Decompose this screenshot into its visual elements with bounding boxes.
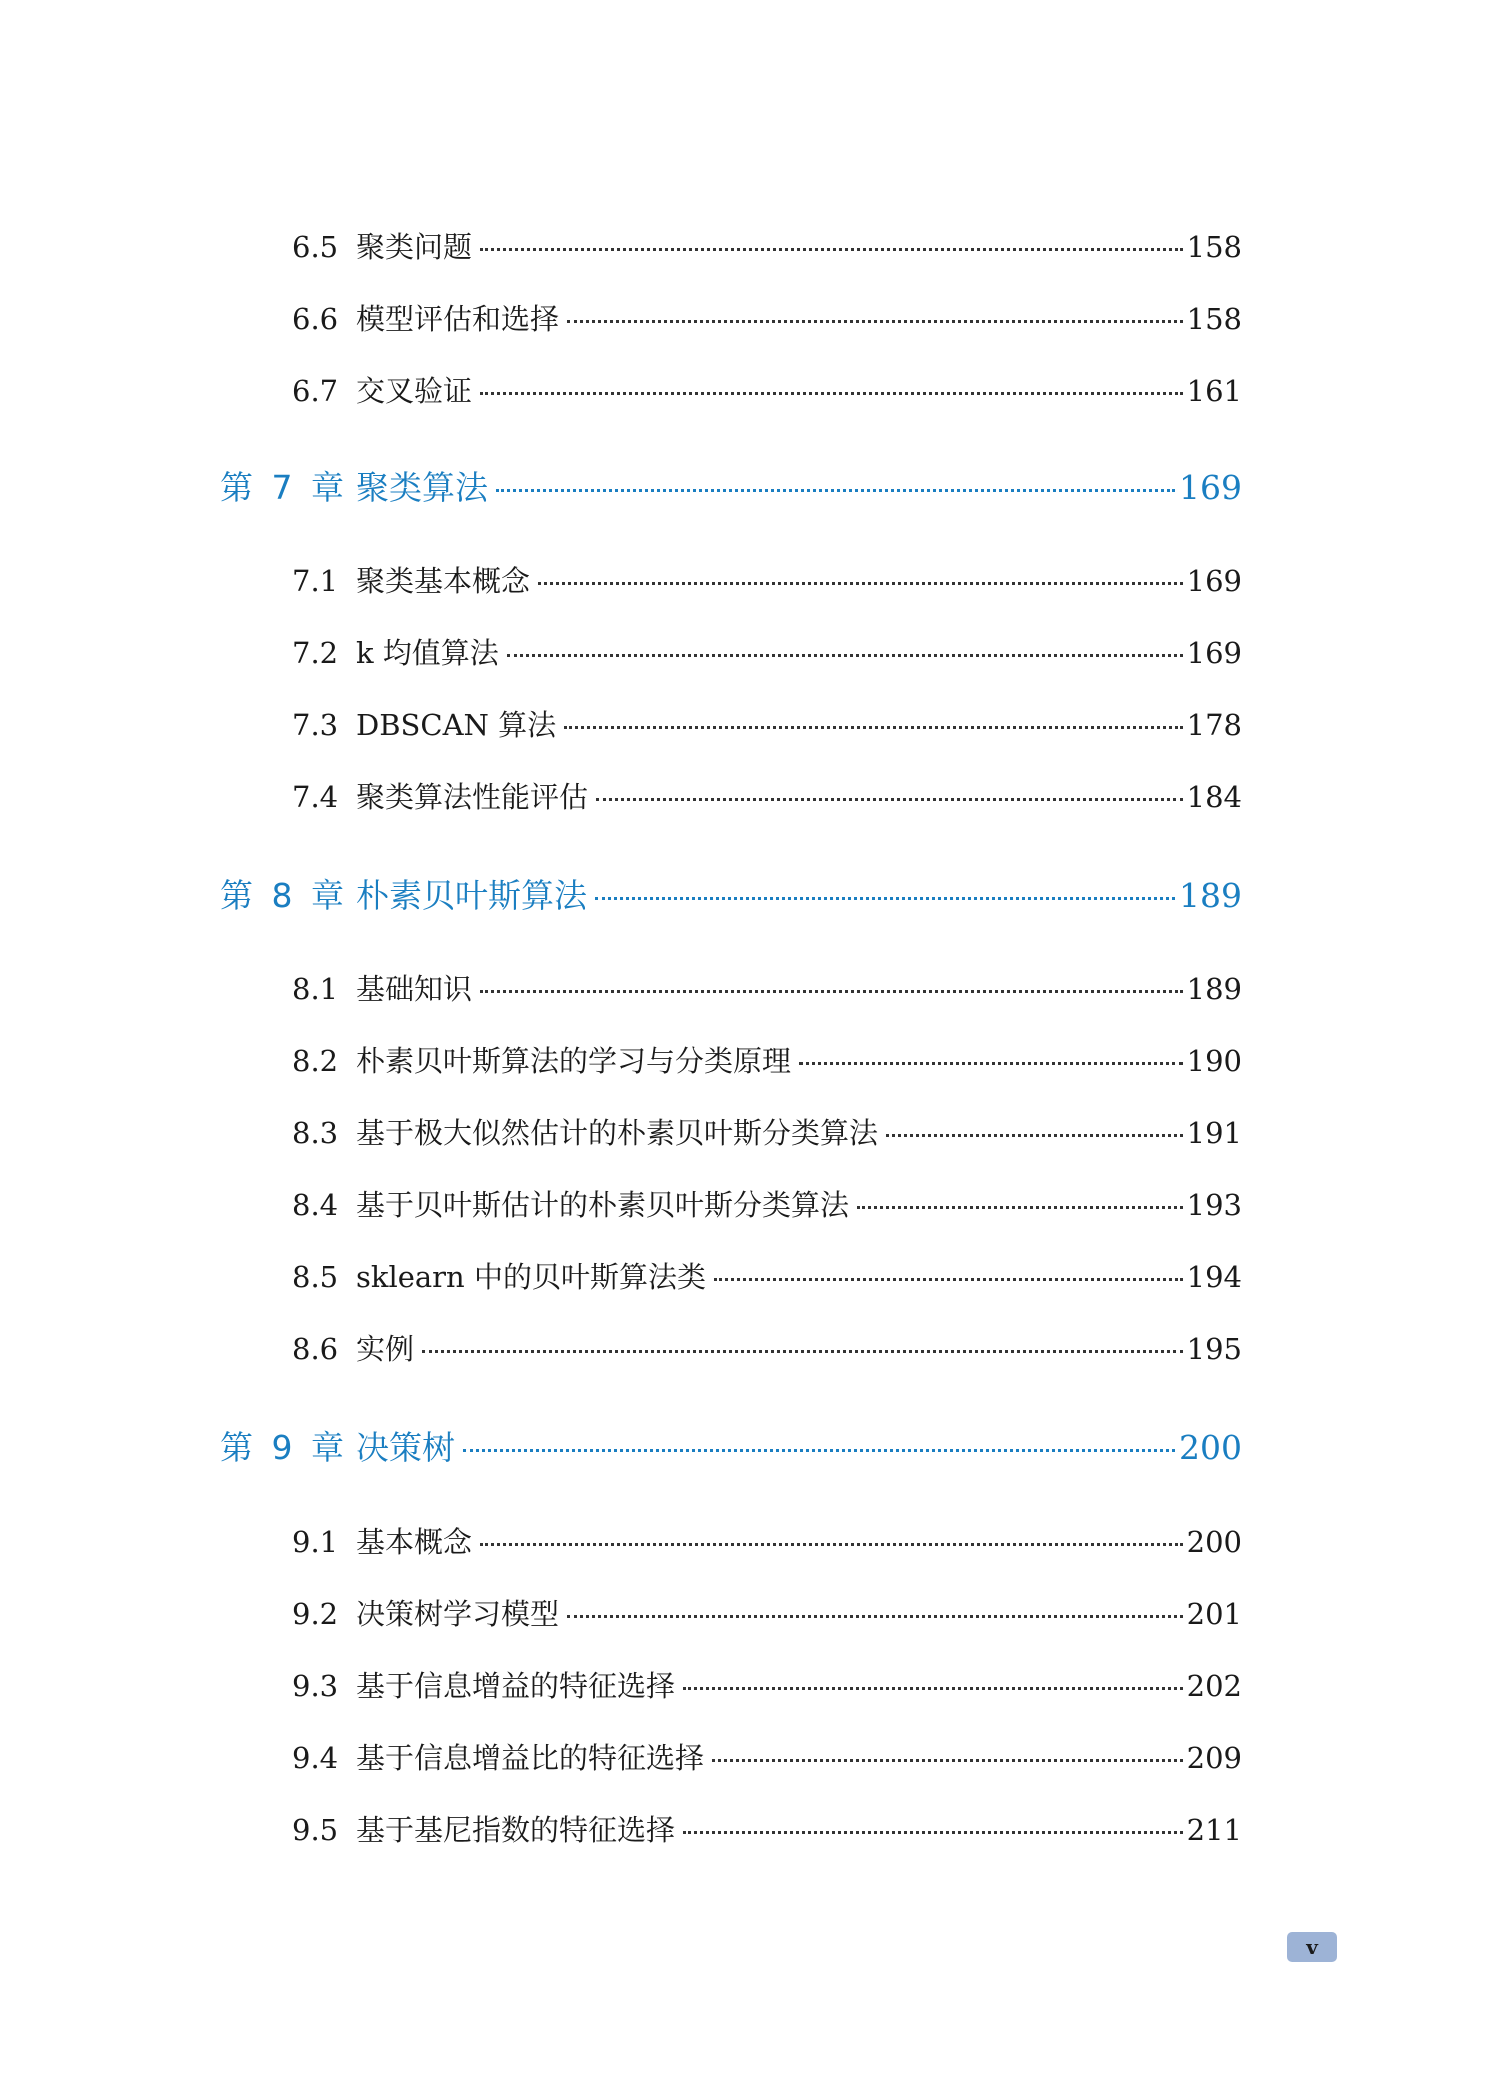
section-title: 基于信息增益比的特征选择: [356, 1741, 705, 1775]
toc-chapter-entry[interactable]: [220, 1422, 1242, 1469]
toc-section-entry[interactable]: [292, 631, 1242, 672]
toc-section-entry[interactable]: [292, 297, 1242, 338]
dot-leader: [683, 1831, 1183, 1834]
dot-leader: [422, 1350, 1183, 1353]
toc-section-entry[interactable]: [292, 1111, 1242, 1152]
dot-leader: [886, 1134, 1183, 1137]
section-number: 7.4: [292, 780, 339, 814]
page-ref: 184: [1186, 780, 1242, 814]
section-title: 决策树学习模型: [356, 1597, 560, 1631]
chapter-title: 聚类算法: [356, 468, 488, 507]
dot-leader: [857, 1206, 1183, 1209]
section-number: 7.3: [292, 708, 339, 742]
toc-section-entry[interactable]: [292, 1039, 1242, 1080]
section-title: 基于基尼指数的特征选择: [356, 1813, 676, 1847]
toc-chapter-entry[interactable]: [220, 462, 1242, 509]
page-ref: 209: [1186, 1741, 1242, 1775]
section-title: 聚类问题: [356, 230, 473, 264]
toc-section-entry[interactable]: [292, 1255, 1242, 1296]
section-number: 9.5: [292, 1813, 339, 1847]
dot-leader: [480, 248, 1183, 251]
section-number: 9.3: [292, 1669, 339, 1703]
section-title: k 均值算法: [356, 636, 499, 670]
section-number: 9.1: [292, 1525, 339, 1559]
dot-leader: [595, 897, 1175, 900]
section-number: 7.2: [292, 636, 339, 670]
section-number: 6.7: [292, 374, 339, 408]
toc-chapter-entry[interactable]: [220, 870, 1242, 917]
section-title: 模型评估和选择: [356, 302, 560, 336]
dot-leader: [714, 1278, 1183, 1281]
toc-section-entry[interactable]: [292, 1664, 1242, 1705]
section-number: 8.1: [292, 972, 339, 1006]
page-ref: 190: [1186, 1044, 1242, 1078]
section-number: 8.2: [292, 1044, 339, 1078]
toc-section-entry[interactable]: [292, 225, 1242, 266]
dot-leader: [596, 798, 1183, 801]
section-number: 6.6: [292, 302, 339, 336]
section-number: 8.3: [292, 1116, 339, 1150]
section-title: 基于贝叶斯估计的朴素贝叶斯分类算法: [356, 1188, 850, 1222]
chapter-number: 第 8 章: [220, 876, 348, 915]
dot-leader: [480, 392, 1183, 395]
page-ref: 189: [1179, 876, 1242, 915]
toc-section-entry[interactable]: [292, 369, 1242, 410]
page-ref: 158: [1186, 230, 1242, 264]
dot-leader: [538, 582, 1183, 585]
page-ref: 201: [1186, 1597, 1242, 1631]
page-ref: 200: [1186, 1525, 1242, 1559]
page-ref: 158: [1186, 302, 1242, 336]
chapter-number: 第 9 章: [220, 1428, 348, 1467]
chapter-title: 朴素贝叶斯算法: [356, 876, 587, 915]
section-title: DBSCAN 算法: [356, 708, 557, 742]
section-title: sklearn 中的贝叶斯算法类: [356, 1260, 706, 1294]
page-ref: 169: [1179, 468, 1242, 507]
section-number: 9.4: [292, 1741, 339, 1775]
toc-section-entry[interactable]: [292, 1592, 1242, 1633]
dot-leader: [564, 726, 1182, 729]
page-ref: 169: [1186, 636, 1242, 670]
section-title: 聚类基本概念: [356, 564, 531, 598]
dot-leader: [496, 489, 1175, 492]
section-number: 8.5: [292, 1260, 339, 1294]
section-number: 8.6: [292, 1332, 339, 1366]
chapter-title: 决策树: [356, 1428, 455, 1467]
section-number: 6.5: [292, 230, 339, 264]
dot-leader: [683, 1687, 1183, 1690]
toc-section-entry[interactable]: [292, 703, 1242, 744]
section-number: 8.4: [292, 1188, 339, 1222]
dot-leader: [567, 320, 1183, 323]
page-ref: 189: [1186, 972, 1242, 1006]
dot-leader: [712, 1759, 1183, 1762]
dot-leader: [480, 1543, 1183, 1546]
section-title: 基础知识: [356, 972, 473, 1006]
page-number-badge: [1287, 1932, 1337, 1962]
page-ref: 211: [1186, 1813, 1242, 1847]
page-ref: 193: [1186, 1188, 1242, 1222]
page-ref: 195: [1186, 1332, 1242, 1366]
dot-leader: [567, 1615, 1183, 1618]
toc-section-entry[interactable]: [292, 1736, 1242, 1777]
section-title: 实例: [356, 1332, 415, 1366]
dot-leader: [463, 1449, 1175, 1452]
page-ref: 202: [1186, 1669, 1242, 1703]
chapter-number: 第 7 章: [220, 468, 348, 507]
page-ref: 178: [1186, 708, 1242, 742]
section-title: 朴素贝叶斯算法的学习与分类原理: [356, 1044, 792, 1078]
section-title: 基于极大似然估计的朴素贝叶斯分类算法: [356, 1116, 879, 1150]
page-number: v: [1306, 1935, 1318, 1959]
page-ref: 191: [1186, 1116, 1242, 1150]
section-title: 交叉验证: [356, 374, 473, 408]
toc-section-entry[interactable]: [292, 559, 1242, 600]
toc-section-entry[interactable]: [292, 1808, 1242, 1849]
dot-leader: [507, 654, 1183, 657]
page-ref: 169: [1186, 564, 1242, 598]
toc-section-entry[interactable]: [292, 967, 1242, 1008]
dot-leader: [480, 990, 1183, 993]
toc-section-entry[interactable]: [292, 1327, 1242, 1368]
section-title: 聚类算法性能评估: [356, 780, 589, 814]
section-number: 9.2: [292, 1597, 339, 1631]
page-ref: 161: [1186, 374, 1242, 408]
page-ref: 194: [1186, 1260, 1242, 1294]
toc-section-entry[interactable]: [292, 775, 1242, 816]
section-number: 7.1: [292, 564, 339, 598]
toc-section-entry[interactable]: [292, 1183, 1242, 1224]
section-title: 基于信息增益的特征选择: [356, 1669, 676, 1703]
section-title: 基本概念: [356, 1525, 473, 1559]
toc-section-entry[interactable]: [292, 1520, 1242, 1561]
page-ref: 200: [1179, 1428, 1242, 1467]
dot-leader: [799, 1062, 1183, 1065]
